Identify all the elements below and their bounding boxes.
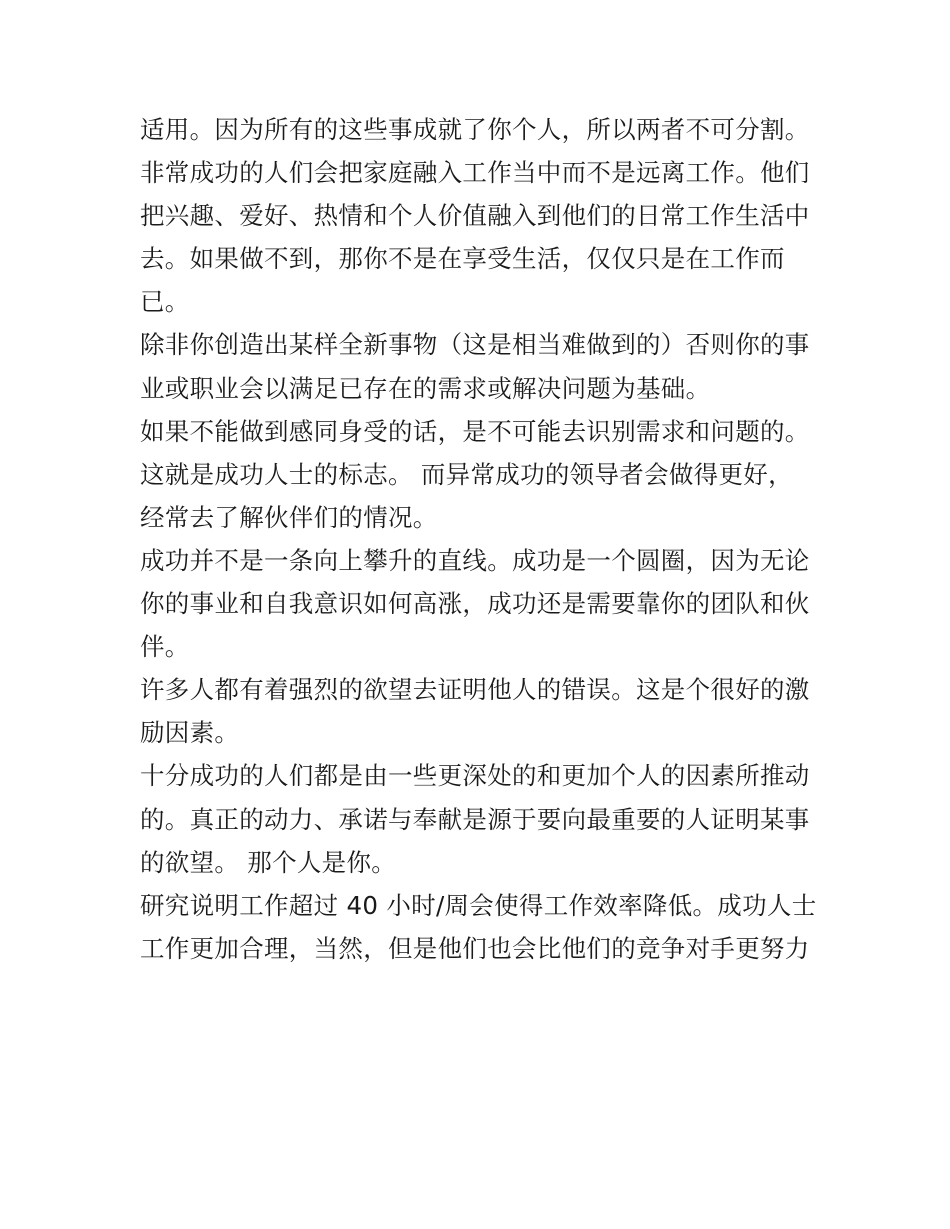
text-line: 这就是成功人士的标志。 而异常成功的领导者会做得更好， (140, 459, 793, 489)
text-line: 经常去了解伙伴们的情况。 (140, 502, 438, 532)
text-line: 的欲望。 那个人是你。 (140, 847, 397, 877)
text-line: 十分成功的人们都是由一些更深处的和更加个人的因素所推动 (140, 761, 810, 791)
text-line: 你的事业和自我意识如何高涨，成功还是需要靠你的团队和伙 (140, 589, 810, 619)
text-line: 已。 (140, 287, 190, 317)
text-line: 许多人都有着强烈的欲望去证明他人的错误。这是个很好的激 (140, 675, 810, 705)
text-line: 工作更加合理，当然，但是他们也会比他们的竞争对手更努力 (140, 933, 810, 963)
text-line: 去。如果做不到，那你不是在享受生活，仅仅只是在工作而 (140, 244, 785, 274)
text-line: 成功并不是一条向上攀升的直线。成功是一个圆圈，因为无论 (140, 545, 810, 575)
text-line: 非常成功的人们会把家庭融入工作当中而不是远离工作。他们 (140, 158, 810, 188)
text-line: 的。真正的动力、承诺与奉献是源于要向最重要的人证明某事 (140, 804, 810, 834)
text-line: 把兴趣、爱好、热情和个人价值融入到他们的日常工作生活中 (140, 201, 810, 231)
text-line: 如果不能做到感同身受的话，是不可能去识别需求和问题的。 (140, 416, 810, 446)
text-line: 励因素。 (140, 718, 240, 748)
text-line: 除非你创造出某样全新事物（这是相当难做到的）否则你的事 (140, 330, 810, 360)
text-line: 适用。因为所有的这些事成就了你个人，所以两者不可分割。 (140, 115, 810, 144)
text-line: 伴。 (140, 632, 190, 662)
document-body (140, 108, 830, 970)
text-line: 研究说明工作超过 40 小时/周会使得工作效率降低。成功人士 (140, 890, 817, 920)
text-line: 业或职业会以满足已存在的需求或解决问题为基础。 (140, 373, 711, 403)
